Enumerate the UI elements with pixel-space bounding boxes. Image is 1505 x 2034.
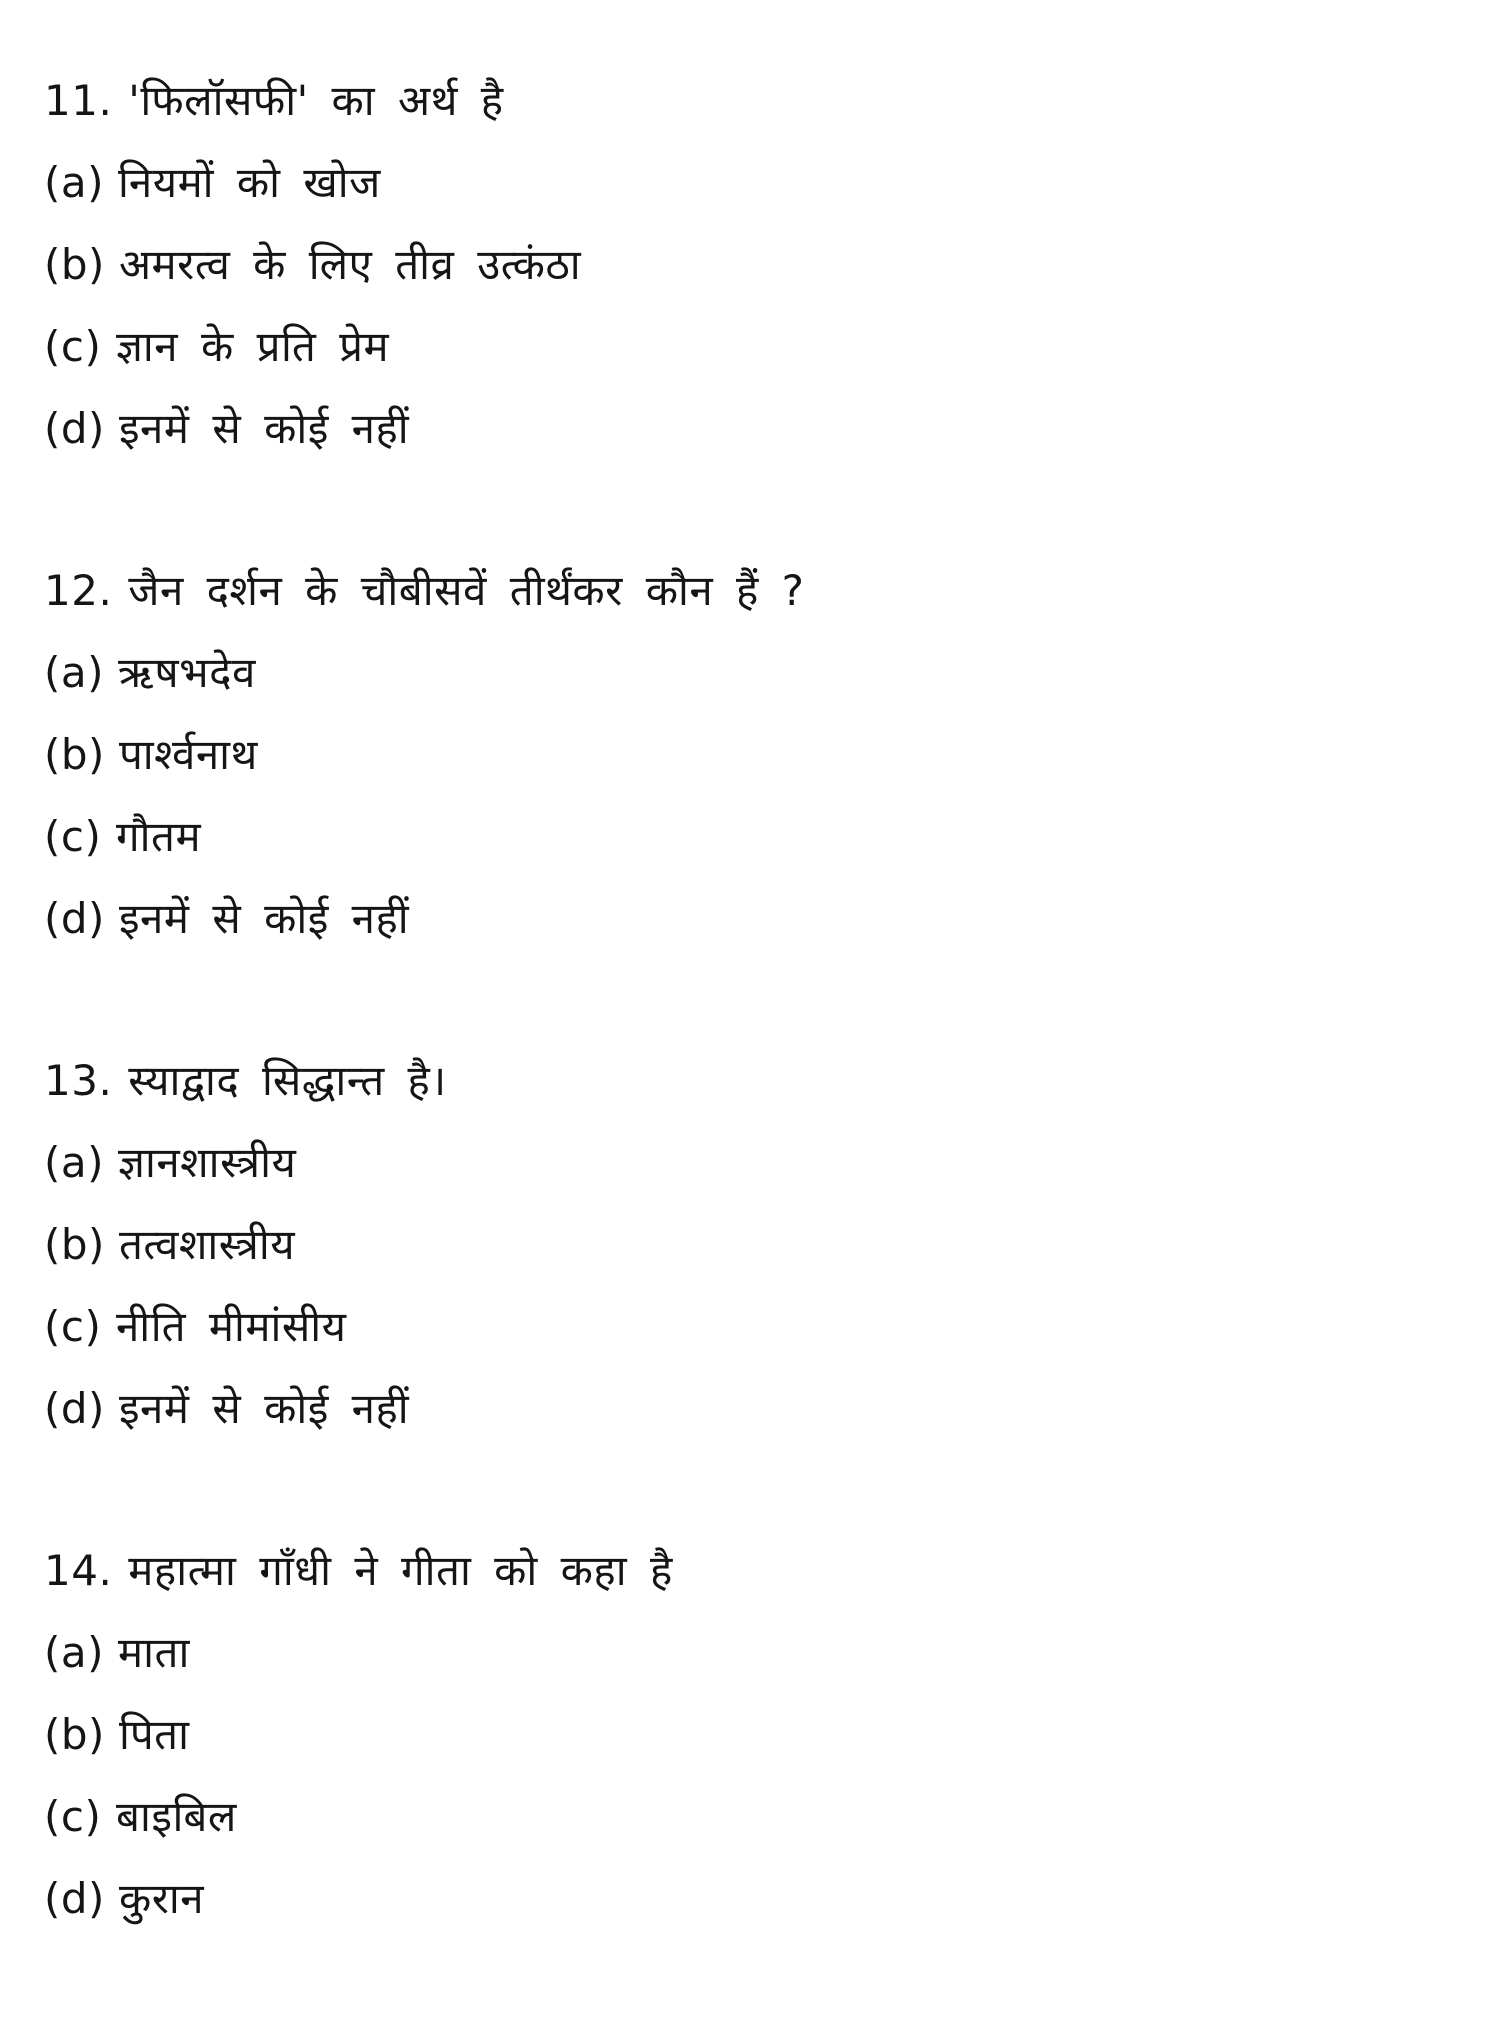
question-text: स्याद्वाद सिद्धान्त है।	[128, 1056, 447, 1105]
option-text: गौतम	[116, 812, 202, 861]
option-label: (a)	[44, 648, 105, 697]
option-line-b	[44, 1710, 1465, 1760]
question-number: 13.	[44, 1056, 113, 1105]
option-line-a	[44, 1138, 1465, 1188]
option-label: (a)	[44, 1628, 105, 1677]
option-line-a	[44, 1628, 1465, 1678]
option-label: (b)	[44, 1220, 105, 1269]
option-label: (b)	[44, 730, 105, 779]
question-block-11	[44, 76, 1465, 454]
option-text: इनमें से कोई नहीं	[118, 1384, 410, 1433]
option-line-b	[44, 240, 1465, 290]
question-line	[44, 566, 1465, 616]
option-text: पिता	[118, 1710, 190, 1759]
option-line-b	[44, 1220, 1465, 1270]
option-text: नीति मीमांसीय	[116, 1302, 347, 1351]
option-text: माता	[118, 1628, 190, 1677]
option-text: तत्वशास्त्रीय	[118, 1220, 296, 1269]
option-line-d	[44, 1874, 1465, 1924]
option-label: (b)	[44, 240, 105, 289]
option-text: इनमें से कोई नहीं	[118, 894, 410, 943]
question-number: 14.	[44, 1546, 113, 1595]
option-text: ज्ञान के प्रति प्रेम	[116, 322, 390, 371]
option-line-c	[44, 1792, 1465, 1842]
question-text: महात्मा गाँधी ने गीता को कहा है	[128, 1546, 673, 1595]
option-text: कुरान	[118, 1874, 205, 1923]
option-text: इनमें से कोई नहीं	[118, 404, 410, 453]
option-line-c	[44, 322, 1465, 372]
option-line-d	[44, 894, 1465, 944]
option-label: (c)	[44, 1792, 102, 1841]
option-line-d	[44, 404, 1465, 454]
option-label: (c)	[44, 322, 102, 371]
option-line-c	[44, 812, 1465, 862]
option-label: (d)	[44, 404, 105, 453]
option-text: पार्श्वनाथ	[118, 730, 258, 779]
option-line-c	[44, 1302, 1465, 1352]
option-label: (b)	[44, 1710, 105, 1759]
option-label: (d)	[44, 1874, 105, 1923]
option-label: (a)	[44, 158, 105, 207]
option-label: (d)	[44, 1384, 105, 1433]
option-line-a	[44, 158, 1465, 208]
question-block-14	[44, 1546, 1465, 1924]
question-text: 'फिलॉसफी' का अर्थ है	[128, 76, 504, 125]
question-number: 12.	[44, 566, 113, 615]
question-line	[44, 1546, 1465, 1596]
question-number: 11.	[44, 76, 113, 125]
question-text: जैन दर्शन के चौबीसवें तीर्थंकर कौन हैं ?	[128, 566, 805, 615]
question-block-13	[44, 1056, 1465, 1434]
question-line	[44, 76, 1465, 126]
option-label: (a)	[44, 1138, 105, 1187]
option-label: (d)	[44, 894, 105, 943]
question-line	[44, 1056, 1465, 1106]
option-text: अमरत्व के लिए तीव्र उत्कंठा	[118, 240, 582, 289]
option-line-b	[44, 730, 1465, 780]
option-text: ऋषभदेव	[118, 648, 256, 697]
question-block-12	[44, 566, 1465, 944]
option-label: (c)	[44, 812, 102, 861]
option-text: बाइबिल	[116, 1792, 237, 1841]
option-label: (c)	[44, 1302, 102, 1351]
option-line-a	[44, 648, 1465, 698]
option-line-d	[44, 1384, 1465, 1434]
option-text: नियमों को खोज	[118, 158, 381, 207]
option-text: ज्ञानशास्त्रीय	[118, 1138, 297, 1187]
